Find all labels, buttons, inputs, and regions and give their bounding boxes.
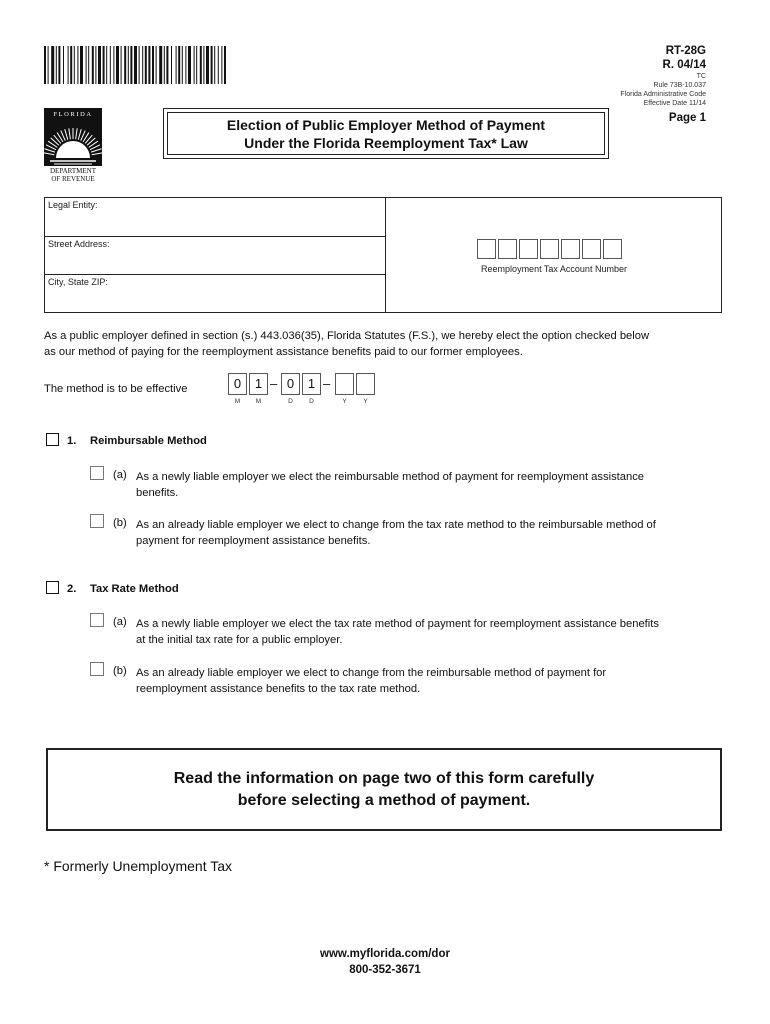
- barcode-bar: [116, 46, 119, 84]
- barcode-bar: [70, 46, 72, 84]
- method-2-title: Tax Rate Method: [90, 583, 179, 595]
- account-number-boxes: [477, 239, 622, 259]
- form-revision: R. 04/14: [662, 59, 706, 71]
- barcode-bar: [148, 46, 150, 84]
- barcode-bar: [124, 46, 126, 84]
- barcode-bar: [44, 46, 46, 84]
- barcode: [44, 46, 226, 84]
- logo-department-text: DEPARTMENT OF REVENUE: [50, 167, 96, 183]
- account-digit-box[interactable]: [477, 239, 496, 259]
- barcode-bar: [211, 46, 213, 84]
- barcode-bar: [56, 46, 57, 84]
- intro-paragraph: As a public employer defined in section (s.) 443.036(35), Florida Statutes (F.S.), we hereby elect the option checked below as our method of paying for the reemployment assistance benefits paid to our former employees.: [44, 330, 650, 358]
- barcode-bar: [171, 46, 172, 84]
- method-1-number: 1.: [67, 435, 77, 447]
- account-digit-box[interactable]: [519, 239, 538, 259]
- barcode-bar: [185, 46, 186, 84]
- legal-entity-label: Legal Entity:: [48, 200, 98, 210]
- barcode-bar: [95, 46, 96, 84]
- tax-rate-option-b-text: As an already liable employer we elect to change from the reimbursable method of payment for reemployment assistance benefits to the tax rate method.: [136, 667, 607, 695]
- barcode-bar: [166, 46, 168, 84]
- barcode-bar: [121, 46, 122, 84]
- barcode-bar: [142, 46, 143, 84]
- footnote: * Formerly Unemployment Tax: [44, 858, 233, 874]
- notice-line-2: before selecting a method of payment.: [237, 791, 531, 809]
- account-digit-box[interactable]: [540, 239, 559, 259]
- barcode-bar: [159, 46, 162, 84]
- reimbursable-option-a-text: As a newly liable employer we elect the reimbursable method of payment for reemployment assistance benefits.: [136, 471, 645, 499]
- footer-phone: 800-352-3671: [349, 964, 421, 976]
- barcode-bar: [92, 46, 94, 84]
- month-digit-1[interactable]: 0: [228, 373, 247, 395]
- barcode-bar: [176, 46, 177, 84]
- barcode-bar: [139, 46, 140, 84]
- barcode-bar: [74, 46, 75, 84]
- barcode-bar: [106, 46, 107, 84]
- barcode-bar: [80, 46, 83, 84]
- form-number: RT-28G: [665, 45, 706, 57]
- barcode-bar: [58, 46, 60, 84]
- entity-divider: [385, 198, 386, 312]
- barcode-bar: [178, 46, 180, 84]
- barcode-bar: [48, 46, 49, 84]
- barcode-bar: [86, 46, 87, 84]
- year-digit-1[interactable]: [335, 373, 354, 395]
- barcode-bar: [224, 46, 226, 84]
- account-digit-box[interactable]: [603, 239, 622, 259]
- option-letter: (b): [113, 665, 127, 677]
- date-letter-label: D: [309, 398, 314, 405]
- tax-rate-option-a-text: As a newly liable employer we elect the tax rate method of payment for reemployment assistance benefits at the initial tax rate for a public employer.: [136, 618, 659, 646]
- method-1-title: Reimbursable Method: [90, 435, 207, 447]
- page-footer: [0, 946, 770, 978]
- barcode-bar: [98, 46, 101, 84]
- page-number: Page 1: [668, 112, 706, 124]
- form-header: [620, 44, 706, 125]
- barcode-bar: [134, 46, 137, 84]
- year-digit-2[interactable]: [356, 373, 375, 395]
- barcode-bar: [203, 46, 204, 84]
- form-effective-date: Effective Date 11/14: [643, 100, 706, 107]
- date-dash: –: [270, 376, 278, 391]
- barcode-bar: [68, 46, 69, 84]
- form-title-line-2: Under the Florida Reemployment Tax* Law: [244, 134, 528, 151]
- account-digit-box[interactable]: [561, 239, 580, 259]
- barcode-bar: [77, 46, 78, 84]
- city-state-zip-field[interactable]: [45, 275, 385, 312]
- logo-state-text: FLORIDA: [53, 111, 93, 118]
- barcode-bar: [88, 46, 89, 84]
- entity-info-box: [44, 197, 722, 313]
- account-number-label: Reemployment Tax Account Number: [481, 264, 627, 274]
- barcode-bar: [130, 46, 132, 84]
- date-letter-label: Y: [363, 398, 368, 405]
- option-letter: (a): [113, 616, 127, 628]
- barcode-bar: [194, 46, 195, 84]
- street-address-field[interactable]: [45, 237, 385, 275]
- barcode-bar: [218, 46, 219, 84]
- option-letter: (a): [113, 469, 127, 481]
- day-digit-1[interactable]: 0: [281, 373, 300, 395]
- method-2-number: 2.: [67, 583, 77, 595]
- barcode-bar: [214, 46, 215, 84]
- date-letter-label: M: [255, 398, 262, 405]
- tax-rate-option-a-checkbox[interactable]: [90, 613, 104, 627]
- form-tc: TC: [696, 73, 706, 80]
- account-digit-box[interactable]: [582, 239, 601, 259]
- legal-entity-field[interactable]: [45, 198, 385, 237]
- street-address-label: Street Address:: [48, 239, 110, 249]
- form-rule: Rule 73B-10.037: [653, 82, 706, 89]
- notice-box: [46, 748, 722, 831]
- barcode-bar: [113, 46, 114, 84]
- tax-rate-option-b-checkbox[interactable]: [90, 662, 104, 676]
- barcode-bar: [152, 46, 154, 84]
- barcode-bar: [221, 46, 222, 84]
- barcode-bar: [128, 46, 129, 84]
- barcode-bar: [145, 46, 147, 84]
- barcode-bar: [200, 46, 202, 84]
- date-letter-label: D: [288, 398, 293, 405]
- effective-date-label: The method is to be effective: [44, 383, 188, 395]
- barcode-bar: [110, 46, 111, 84]
- footer-website: www.myflorida.com/dor: [320, 948, 450, 960]
- date-letter-label: Y: [342, 398, 347, 405]
- notice-line-1: Read the information on page two of this form carefully: [173, 769, 595, 787]
- barcode-bar: [156, 46, 157, 84]
- account-digit-box[interactable]: [498, 239, 517, 259]
- barcode-bar: [206, 46, 209, 84]
- dor-logo: [44, 108, 102, 182]
- date-letter-label: M: [234, 398, 241, 405]
- date-dash: –: [323, 376, 331, 391]
- city-state-zip-label: City, State ZIP:: [48, 277, 108, 287]
- reimbursable-method-checkbox[interactable]: [46, 433, 59, 446]
- barcode-bar: [51, 46, 54, 84]
- barcode-bar: [164, 46, 165, 84]
- form-title-line-1: Election of Public Employer Method of Payment: [226, 116, 546, 133]
- day-digit-2[interactable]: 1: [302, 373, 321, 395]
- month-digit-2[interactable]: 1: [249, 373, 268, 395]
- barcode-bar: [196, 46, 197, 84]
- reimbursable-option-b-text: As an already liable employer we elect to change from the tax rate method to the reimbursable method of payment for reemployment assistance benefits.: [136, 519, 656, 547]
- barcode-bar: [182, 46, 183, 84]
- barcode-bar: [103, 46, 105, 84]
- reimbursable-option-a-checkbox[interactable]: [90, 466, 104, 480]
- form-admin-code: Florida Administrative Code: [620, 91, 706, 98]
- reimbursable-option-b-checkbox[interactable]: [90, 514, 104, 528]
- option-letter: (b): [113, 517, 127, 529]
- barcode-bar: [188, 46, 191, 84]
- tax-rate-method-checkbox[interactable]: [46, 581, 59, 594]
- form-title-box: [163, 108, 609, 159]
- barcode-bar: [63, 46, 64, 84]
